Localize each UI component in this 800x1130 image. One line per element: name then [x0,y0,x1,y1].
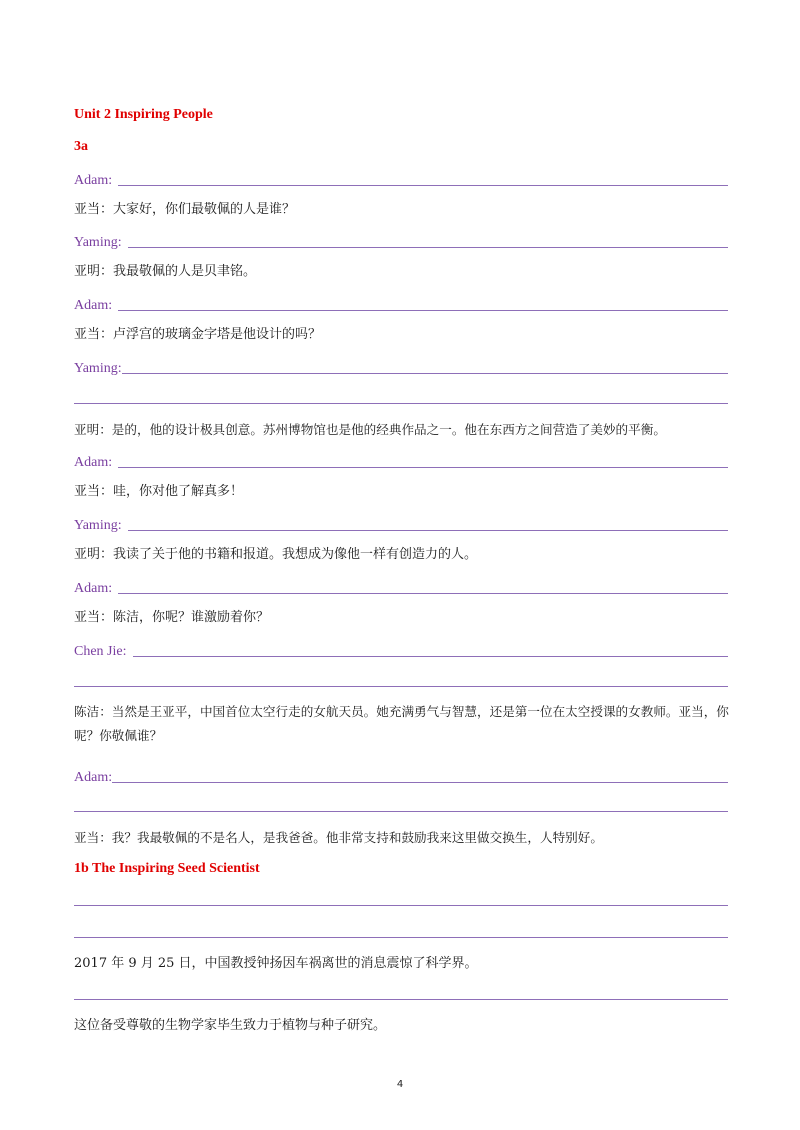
answer-row-adam-3 [74,451,728,471]
answer-blank[interactable] [118,593,728,594]
speaker-label: Adam: [74,770,113,785]
answer-row-yaming-1 [74,231,728,251]
section-1b-title: 1b The Inspiring Seed Scientist [74,861,260,876]
answer-row-yaming-3 [74,514,728,534]
speaker-label: Yaming: [74,361,122,376]
answer-line[interactable] [74,999,728,1000]
answer-row-adam-5 [74,766,728,786]
answer-row-yaming-2 [74,357,728,377]
answer-blank[interactable] [118,310,728,311]
translation-text: 亚明：我读了关于他的书籍和报道。我想成为像他一样有创造力的人。 [74,547,478,562]
answer-row-adam-1 [74,169,728,189]
answer-line[interactable] [74,403,728,404]
speaker-label: Yaming: [74,518,122,533]
translation-text: 亚明：我最敬佩的人是贝聿铭。 [74,264,257,279]
speaker-label: Adam: [74,173,113,188]
answer-row-adam-4 [74,577,728,597]
unit-title: Unit 2 Inspiring People [74,107,213,122]
answer-line[interactable] [74,937,728,938]
translation-text: 亚当：大家好，你们最敬佩的人是谁？ [74,202,296,217]
answer-blank[interactable] [118,185,728,186]
answer-blank[interactable] [128,247,728,248]
translation-text: 亚当：陈洁，你呢？谁激励着你？ [74,610,270,625]
speaker-label: Adam: [74,581,113,596]
answer-line[interactable] [74,905,728,906]
translation-text: 陈洁：当然是王亚平，中国首位太空行走的女航天员。她充满勇气与智慧，还是第一位在太空授课的女教师。亚当，你呢？你敬佩谁？ [74,704,729,743]
speaker-label: Adam: [74,455,113,470]
speaker-label: Chen Jie: [74,644,127,659]
translation-text: 亚当：我？我最敬佩的不是名人，是我爸爸。他非常支持和鼓励我来这里做交换生，人特别好。 [74,830,603,845]
answer-blank[interactable] [128,530,728,531]
answer-row-chenjie-1 [74,640,728,660]
answer-line[interactable] [74,686,728,687]
answer-row-adam-2 [74,294,728,314]
translation-text: 亚当：哇，你对他了解真多！ [74,484,244,499]
translation-text: 亚明：是的，他的设计极具创意。苏州博物馆也是他的经典作品之一。他在东西方之间营造了美妙的平衡。 [74,422,666,437]
speaker-label: Adam: [74,298,113,313]
translation-text: 亚当：卢浮宫的玻璃金字塔是他设计的吗？ [74,327,322,342]
speaker-label: Yaming: [74,235,122,250]
passage-sentence: 2017 年 9 月 25 日，中国教授钟扬因车祸离世的消息震惊了科学界。 [74,956,478,971]
section-3a-title: 3a [74,139,88,154]
answer-line[interactable] [74,811,728,812]
answer-blank[interactable] [122,373,728,374]
page-number: 4 [396,1079,404,1090]
answer-blank[interactable] [118,467,728,468]
passage-sentence: 这位备受尊敬的生物学家毕生致力于植物与种子研究。 [74,1018,387,1033]
answer-blank[interactable] [133,656,729,657]
answer-blank[interactable] [112,782,728,783]
